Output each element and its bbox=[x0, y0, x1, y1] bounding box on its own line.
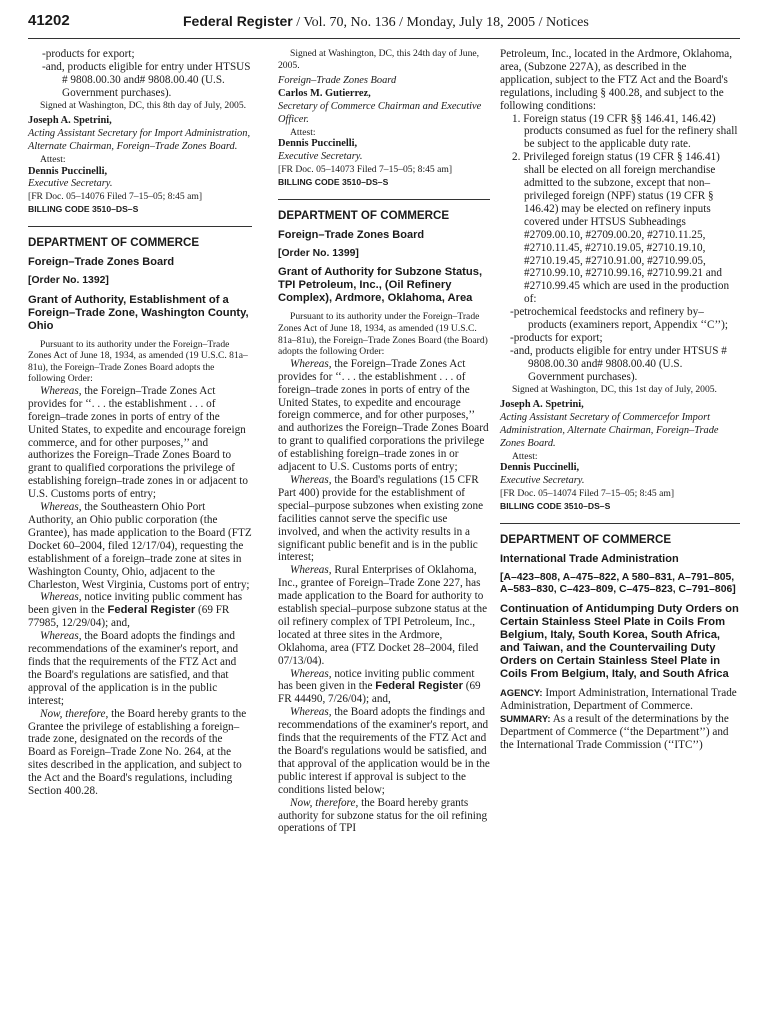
signatory-name: Dennis Puccinelli, bbox=[278, 138, 358, 150]
notice-title: Grant of Authority, Establishment of a Foreign–Trade Zone, Washington County, Ohio bbox=[28, 293, 249, 332]
agency-heading: Foreign–Trade Zones Board bbox=[28, 255, 175, 268]
paragraph: Whereas, the Southeastern Ohio Port Authority, an Ohio public corporation (the Grantee), has made application to the Board (FTZ Docket 60–2004, filed 12/17/04), requesting the establishment of a foreign–trade zone at sites in Washington County, Ohio, adjacent to the Charleston, West Virginia, Customs port of entry; bbox=[28, 501, 252, 591]
notice-title: Grant of Authority for Subzone Status, TPI Petroleum, Inc., (Oil Refinery Complex), Ardmore, Oklahoma, Area bbox=[278, 266, 483, 305]
paragraph: Whereas, notice inviting public comment has been given in the Federal Register (69 FR 77985, 12/29/04); and, bbox=[28, 591, 243, 630]
signatory-name: Dennis Puccinelli, bbox=[28, 165, 108, 177]
list-item: -products for export; bbox=[510, 331, 603, 344]
signed-date: Signed at Washington, DC, this 1st day of July, 2005. bbox=[512, 383, 717, 395]
paragraph: Whereas, the Board adopts the findings and recommendations of the examiner's report, and finds that the requirements of the FTZ Act and the Board's regulations would be satisfied, and that approval of the application would be in the public interest if approval is subject to the conditions listed below; bbox=[278, 706, 490, 796]
signatory-title: Acting Assistant Secretary of Commercefor Import Administration, Alternate Chairman, Foreign–Trade Zones Board. bbox=[500, 412, 719, 449]
section-divider bbox=[28, 226, 252, 227]
attest: Attest: bbox=[40, 153, 66, 165]
billing-code: BILLING CODE 3510–DS–S bbox=[28, 203, 139, 214]
signatory-name: Dennis Puccinelli, bbox=[500, 462, 580, 474]
department-heading: DEPARTMENT OF COMMERCE bbox=[500, 532, 672, 546]
page-number: 41202 bbox=[28, 12, 70, 29]
attest: Attest: bbox=[512, 450, 538, 462]
notice-title: Continuation of Antidumping Duty Orders on Certain Stainless Steel Plate in Coils From Belgium, Italy, South Korea, South Africa, and Taiwan, and the Countervailing Duty Orders on Certain Stainless Steel Plate in Coils From Belgium, Italy, and South Africa bbox=[500, 603, 739, 681]
paragraph: Now, therefore, the Board hereby grants authority for subzone status for the oil refining operations of TPI bbox=[278, 796, 488, 835]
signed-date: Signed at Washington, DC, this 8th day of July, 2005. bbox=[40, 99, 247, 111]
intro-paragraph: Pursuant to its authority under the Foreign–Trade Zones Act of June 18, 1934, as amended (19 U.S.C. 81a–81u), the Foreign–Trade Zones Board (the Board) adopts the following Order: bbox=[278, 311, 488, 358]
order-number: [Order No. 1392] bbox=[28, 274, 109, 286]
paragraph: Whereas, Rural Enterprises of Oklahoma, Inc., grantee of Foreign–Trade Zone 227, has made application to the Board for authority to establish special–purpose subzone status at the oil refinery complex of TPI Petroleum, Inc., located at three sites in the Ardmore, Oklahoma, area (FTZ Docket 28–2004, filed 07/13/04). bbox=[278, 564, 488, 667]
paragraph: Whereas, notice inviting public comment has been given in the Federal Register (69 FR 44490, 7/26/04); and, bbox=[278, 667, 481, 706]
signatory-name: Carlos M. Gutierrez, bbox=[278, 88, 371, 100]
intro-paragraph: Pursuant to its authority under the Foreign–Trade Zones Act of June 18, 1934, as amended (19 U.S.C. 81a–81u), the Foreign–Trade Zones Board adopts the following Order: bbox=[28, 338, 248, 385]
paragraph: Now, therefore, the Board hereby grants to the Grantee the privilege of establishing a foreign–trade zone, designated on the records of the Board as Foreign–Trade Zone No. 264, at the sites described in the application, and subject to the Act and the Board's regulations, including Section 400.28. bbox=[28, 707, 247, 798]
column-2 bbox=[278, 48, 490, 835]
fr-doc: [FR Doc. 05–14076 Filed 7–15–05; 8:45 am] bbox=[28, 191, 203, 203]
condition-2: 2. Privileged foreign status (19 CFR § 146.41) shall be elected on all foreign merchandise admitted to the subzone, except that non–privileged foreign (NPF) status (19 CFR § 146.42) may be elected on refinery inputs covered under HTSUS Subheadings #2709.00.10, #2709.00.20, #2710.11.25, #2710.11.45, #2710.19.05, #2710.19.10, #2710.19.45, #2710.91.00, #2710.99.05, #2710.99.10, #2710.99.16, #2710.99.21 and #2710.99.45 which are used in the production of: bbox=[512, 151, 730, 306]
order-number: [Order No. 1399] bbox=[278, 247, 359, 259]
signatory-title: Secretary of Commerce Chairman and Executive Officer. bbox=[278, 101, 482, 125]
signatory-name: Joseph A. Spetrini, bbox=[500, 399, 584, 411]
running-head bbox=[183, 13, 589, 31]
list-item: -products for export; bbox=[42, 48, 135, 60]
signatory-title: Acting Assistant Secretary for Import Administration, Alternate Chairman, Foreign–Trade Zones Board. bbox=[28, 128, 251, 153]
attest: Attest: bbox=[290, 126, 316, 138]
summary-line: SUMMARY: As a result of the determinations by the Department of Commerce (‘‘the Department’’) and the International Trade Commission (‘‘ITC’’) bbox=[500, 713, 729, 751]
list-item: -petrochemical feedstocks and refinery by–products (examiners report, Appendix ‘‘C’’); bbox=[510, 306, 728, 332]
signatory-name: Joseph A. Spetrini, bbox=[28, 115, 112, 127]
header-rule bbox=[28, 38, 740, 39]
column-1 bbox=[28, 48, 252, 798]
paragraph: Whereas, the Foreign–Trade Zones Act provides for ‘‘. . . the establishment . . . of foreign–trade zones in ports of entry of the United States, to expedite and encourage foreign commerce, and for other purposes,’’ and authorizes the Foreign–Trade Zones Board to grant to qualified corporations the privilege of establishing foreign–trade zones in or adjacent to U.S. Customs ports of entry; bbox=[278, 357, 489, 474]
section-divider bbox=[278, 199, 490, 200]
signatory-title: Executive Secretary. bbox=[278, 151, 363, 163]
page-header bbox=[28, 12, 740, 36]
signatory-title: Executive Secretary. bbox=[28, 178, 113, 190]
case-numbers: [A–423–808, A–475–822, A 580–831, A–791–805, A–583–830, C–423–809, C–475–823, C–791–806] bbox=[500, 571, 736, 596]
condition-1: 1. Foreign status (19 CFR §§ 146.41, 146.42) products consumed as fuel for the refinery shall be subject to the applicable duty rate. bbox=[512, 112, 738, 151]
fr-doc: [FR Doc. 05–14074 Filed 7–15–05; 8:45 am] bbox=[500, 488, 675, 500]
section-divider bbox=[500, 523, 740, 524]
signed-date: Signed at Washington, DC, this 24th day of June, 2005. bbox=[278, 48, 480, 71]
list-item: -and, products eligible for entry under HTSUS # 9808.00.30 and# 9808.00.40 (U.S. Government purchases). bbox=[42, 60, 251, 99]
signatory-title: Executive Secretary. bbox=[500, 475, 585, 487]
agency-line: AGENCY: Import Administration, International Trade Administration, Department of Commerce. bbox=[500, 687, 737, 713]
paragraph: Whereas, the Foreign–Trade Zones Act provides for ‘‘. . . the establishment . . . of foreign–trade zones in ports of entry of the United States, to expedite and encourage foreign commerce, and for other purposes,’’ and authorizes the Foreign–Trade Zones Board to grant to qualified corporations the privilege of establishing foreign–trade zones in or adjacent to U.S. Customs ports of entry; bbox=[28, 384, 248, 501]
board-name: Foreign–Trade Zones Board bbox=[278, 75, 397, 87]
billing-code: BILLING CODE 3510–DS–S bbox=[500, 500, 611, 511]
list-item: -and, products eligible for entry under HTSUS # 9808.00.30 and# 9808.00.40 (U.S. Government purchases). bbox=[510, 344, 727, 383]
billing-code: BILLING CODE 3510–DS–S bbox=[278, 176, 389, 187]
department-heading: DEPARTMENT OF COMMERCE bbox=[28, 235, 200, 249]
paragraph: Whereas, the Board's regulations (15 CFR Part 400) provide for the establishment of special–purpose subzones when existing zone facilities cannot serve the specific use involved, and when the activity results in a significant public benefit and is in the public interest; bbox=[278, 473, 484, 564]
column-3 bbox=[500, 48, 740, 752]
paragraph: Whereas, the Board adopts the findings and recommendations of the examiner's report, and finds that the requirements of the FTZ Act and the Board's regulations are satisfied, and that approval of the application is in the public interest; bbox=[28, 630, 239, 707]
journal-name: Federal Register bbox=[183, 13, 293, 29]
issue-info: / Vol. 70, No. 136 / Monday, July 18, 2005 / Notices bbox=[292, 15, 589, 30]
paragraph: Petroleum, Inc., located in the Ardmore, Oklahoma, area, (Subzone 227A), as described in the application, subject to the FTZ Act and the Board's regulations, including § 400.28, and subject to the following conditions: bbox=[500, 48, 733, 112]
fr-doc: [FR Doc. 05–14073 Filed 7–15–05; 8:45 am] bbox=[278, 164, 453, 176]
department-heading: DEPARTMENT OF COMMERCE bbox=[278, 208, 450, 222]
agency-heading: International Trade Administration bbox=[500, 552, 679, 565]
agency-heading: Foreign–Trade Zones Board bbox=[278, 228, 425, 241]
